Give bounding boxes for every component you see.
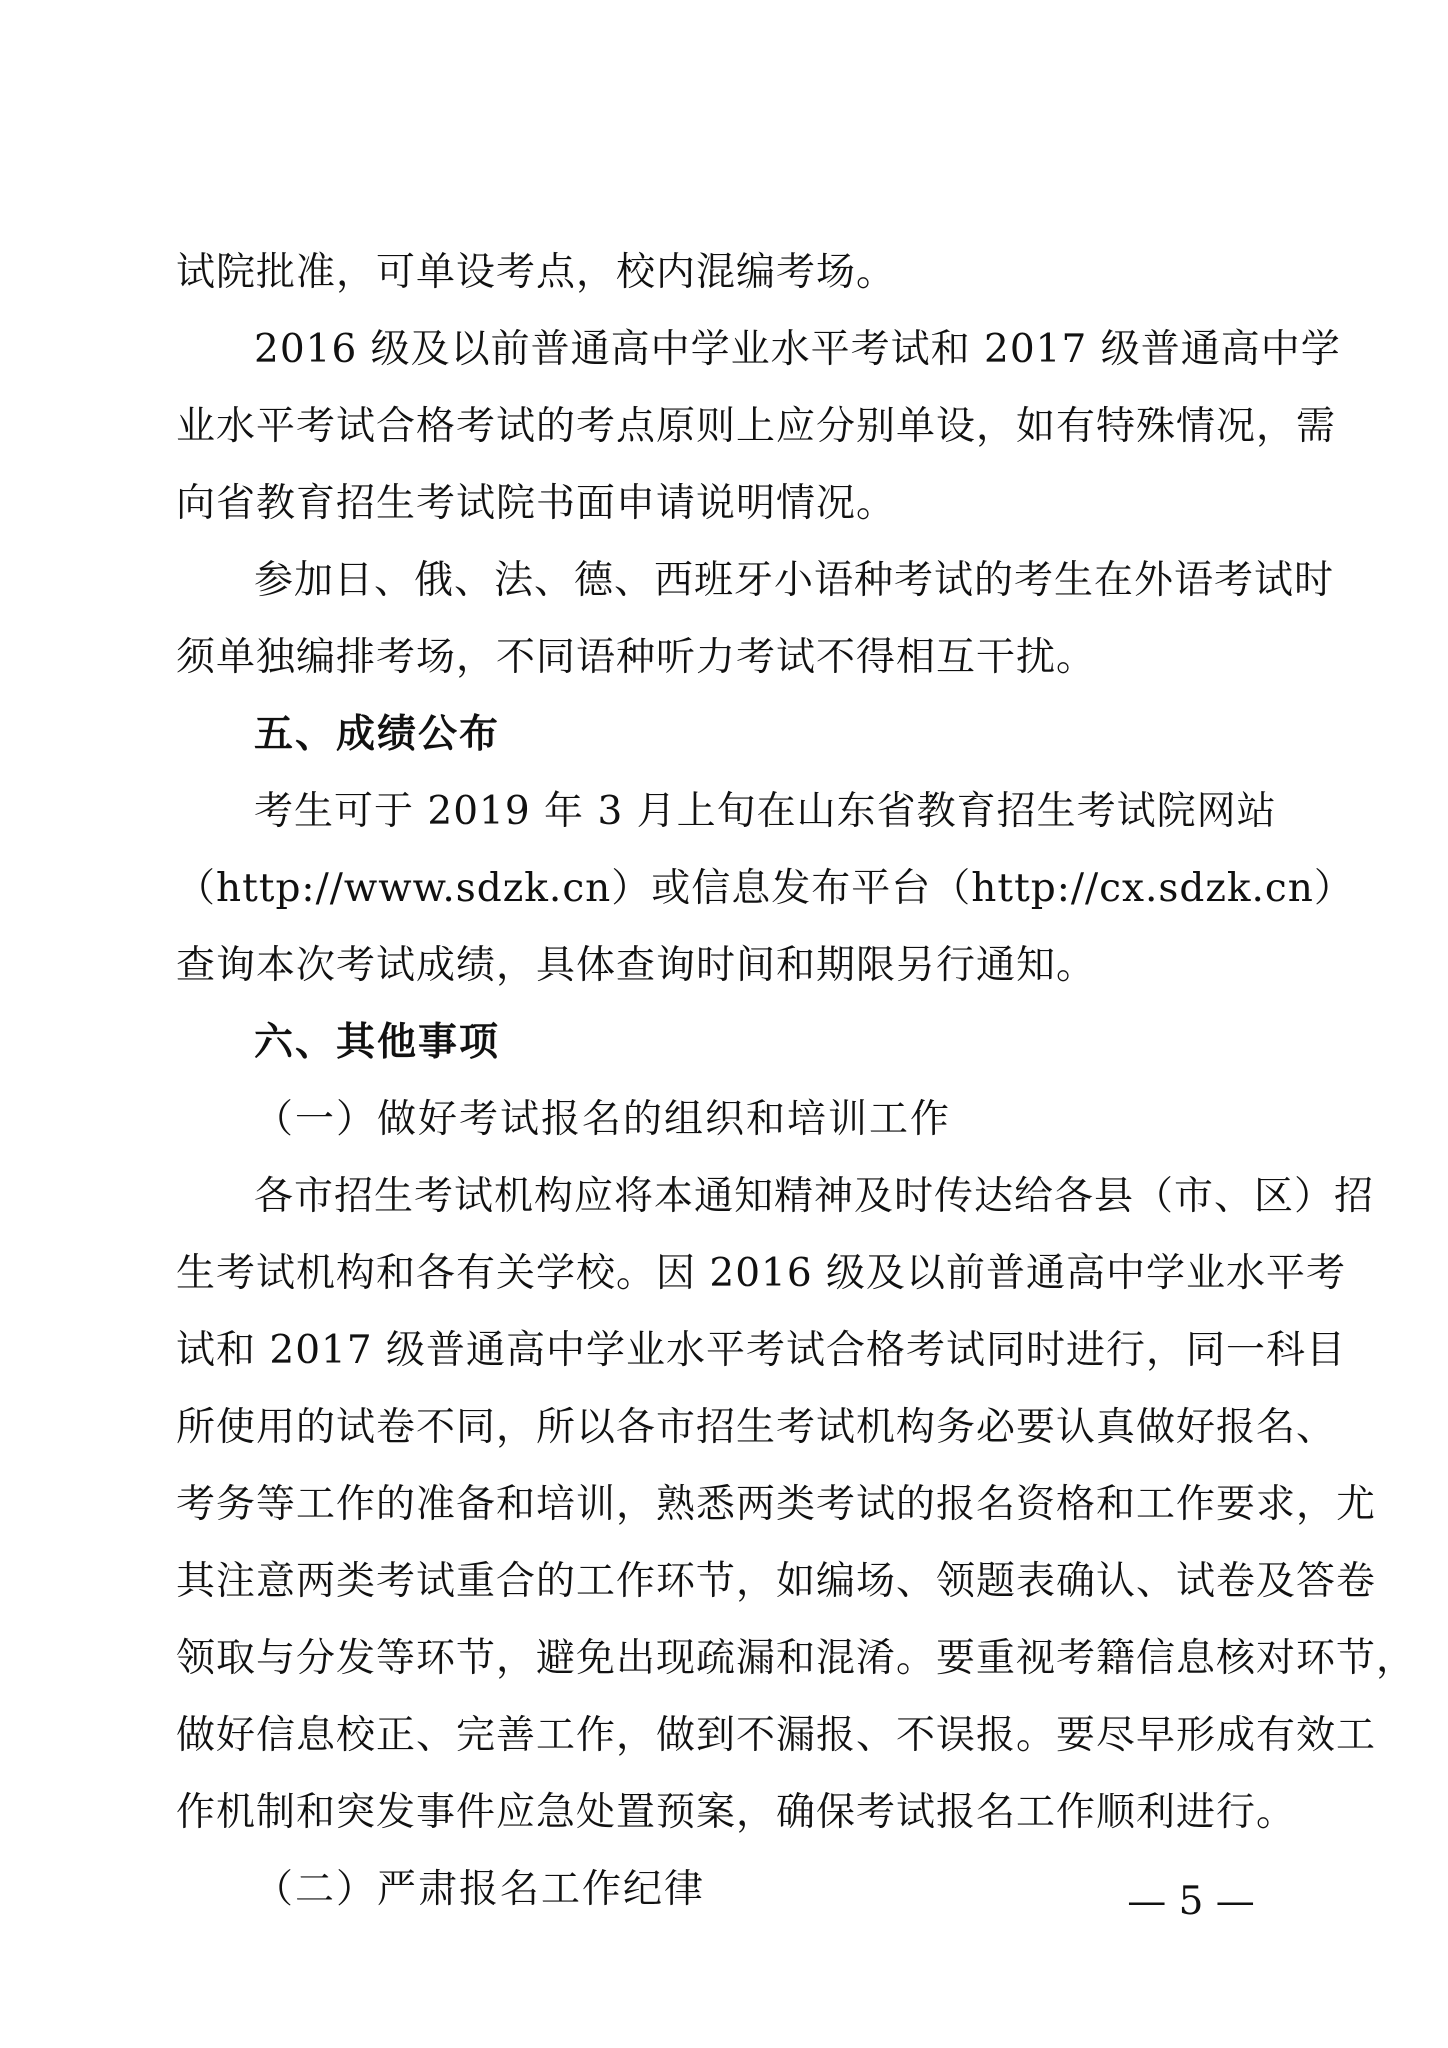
paragraph-line: 2016 级及以前普通高中学业水平考试和 2017 级普通高中学 xyxy=(254,327,1341,372)
paragraph-line: 考务等工作的准备和培训，熟悉两类考试的报名资格和工作要求，尤 xyxy=(176,1482,1377,1527)
subsection-heading-discipline: （二）严肃报名工作纪律 xyxy=(254,1867,706,1912)
paragraph-line: 试和 2017 级普通高中学业水平考试合格考试同时进行，同一科目 xyxy=(176,1328,1347,1373)
paragraph-line: 作机制和突发事件应急处置预案，确保考试报名工作顺利进行。 xyxy=(176,1790,1297,1835)
paragraph-line: 业水平考试合格考试的考点原则上应分别单设，如有特殊情况，需 xyxy=(176,404,1337,449)
section-heading-results: 五、成绩公布 xyxy=(254,712,501,757)
paragraph-line: 须单独编排考场，不同语种听力考试不得相互干扰。 xyxy=(176,635,1097,680)
section-heading-other-matters: 六、其他事项 xyxy=(254,1020,501,1065)
paragraph-line: （http://www.sdzk.cn）或信息发布平台（http://cx.sdzk.cn） xyxy=(176,866,1354,911)
paragraph-line: 生考试机构和各有关学校。因 2016 级及以前普通高中学业水平考 xyxy=(176,1251,1347,1296)
paragraph-line: 参加日、俄、法、德、西班牙小语种考试的考生在外语考试时 xyxy=(254,558,1335,603)
paragraph-line: 查询本次考试成绩，具体查询时间和期限另行通知。 xyxy=(176,943,1097,988)
paragraph-line: 做好信息校正、完善工作，做到不漏报、不误报。要尽早形成有效工 xyxy=(176,1713,1377,1758)
paragraph-line: 其注意两类考试重合的工作环节，如编场、领题表确认、试卷及答卷 xyxy=(176,1559,1377,1604)
paragraph-line: 所使用的试卷不同，所以各市招生考试机构务必要认真做好报名、 xyxy=(176,1405,1337,1450)
paragraph-line: 考生可于 2019 年 3 月上旬在山东省教育招生考试院网站 xyxy=(254,789,1277,834)
paragraph-line: 向省教育招生考试院书面申请说明情况。 xyxy=(176,481,897,526)
paragraph-line: 领取与分发等环节，避免出现疏漏和混淆。要重视考籍信息核对环节， xyxy=(176,1636,1417,1681)
paragraph-line: 各市招生考试机构应将本通知精神及时传达给各县（市、区）招 xyxy=(254,1174,1375,1219)
paragraph-line: 试院批准，可单设考点，校内混编考场。 xyxy=(176,250,897,295)
page-number: — 5 — xyxy=(1127,1879,1255,1924)
subsection-heading-registration: （一）做好考试报名的组织和培训工作 xyxy=(254,1097,952,1142)
